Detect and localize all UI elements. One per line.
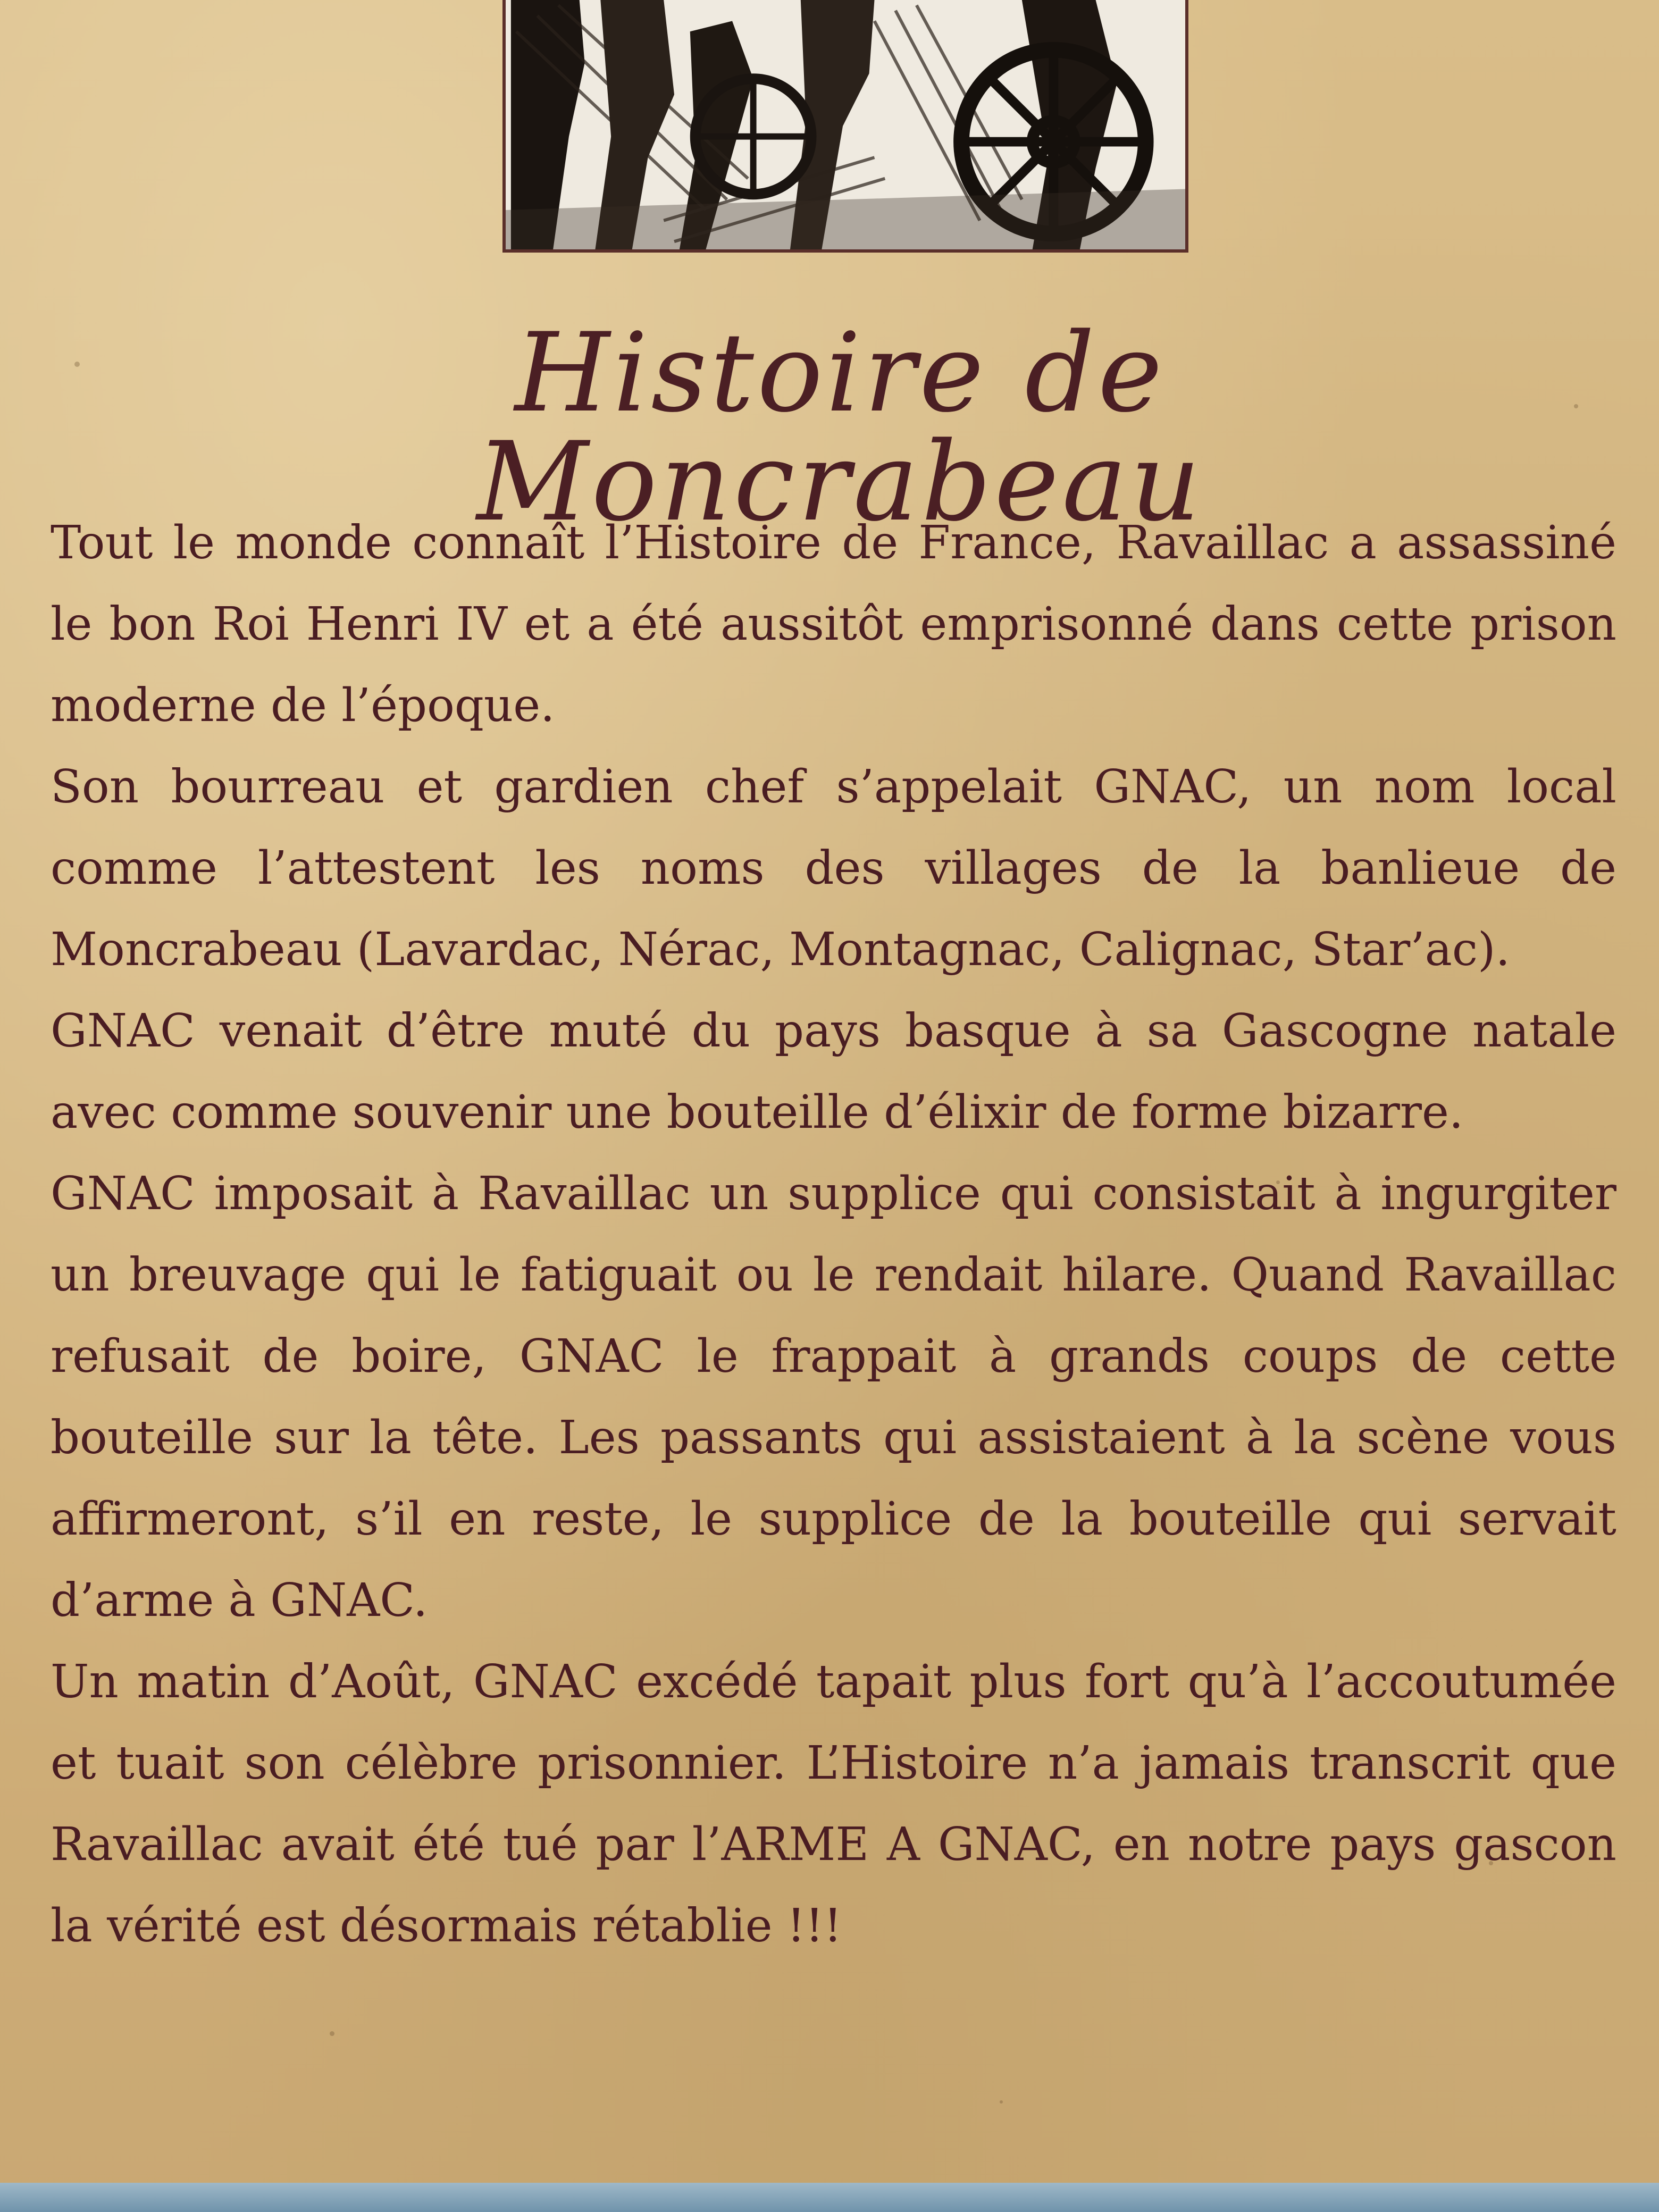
surface-speck xyxy=(330,2031,334,2036)
story-text xyxy=(51,502,1616,1967)
surface-speck xyxy=(1000,2100,1003,2104)
story-paragraph: Son bourreau et gardien chef s’appelait GNAC, un nom local comme l’attestent les noms des villages de la banlieue de Moncrabeau (Lavardac, Nérac, Montagnac, Calignac, Star’ac). xyxy=(51,760,1616,976)
background-sky-strip xyxy=(0,2183,1659,2212)
story-paragraph: GNAC venait d’être muté du pays basque à sa Gascogne natale avec comme souvenir une bouteille d’élixir de forme bizarre. xyxy=(51,1004,1616,1139)
story-paragraph: GNAC imposait à Ravaillac un supplice qui consistait à ingurgiter un breuvage qui le fatiguait ou le rendait hilare. Quand Ravaillac refusait de boire, GNAC le frappait à grands coups de cette bouteille sur la tête. Les passants qui assistaient à la scène vous affirmeront, s’il en reste, le supplice de la bouteille qui servait d’arme à GNAC. xyxy=(51,1167,1616,1627)
surface-speck xyxy=(1574,404,1578,408)
story-paragraph: Un matin d’Août, GNAC excédé tapait plus fort qu’à l’accoutumée et tuait son célèbre prisonnier. L’Histoire n’a jamais transcrit que Ravaillac avait été tué par l’ARME A GNAC, en notre pays gascon la vérité est désormais rétablie !!! xyxy=(51,1655,1616,1953)
engraving-illustration xyxy=(502,0,1188,253)
surface-speck xyxy=(74,362,80,367)
story-paragraph: Tout le monde connaît l’Histoire de France, Ravaillac a assassiné le bon Roi Henri IV et a été aussitôt emprisonné dans cette prison moderne de l’époque. xyxy=(51,516,1616,732)
sign-title: Histoire de Moncrabeau xyxy=(476,310,1204,546)
